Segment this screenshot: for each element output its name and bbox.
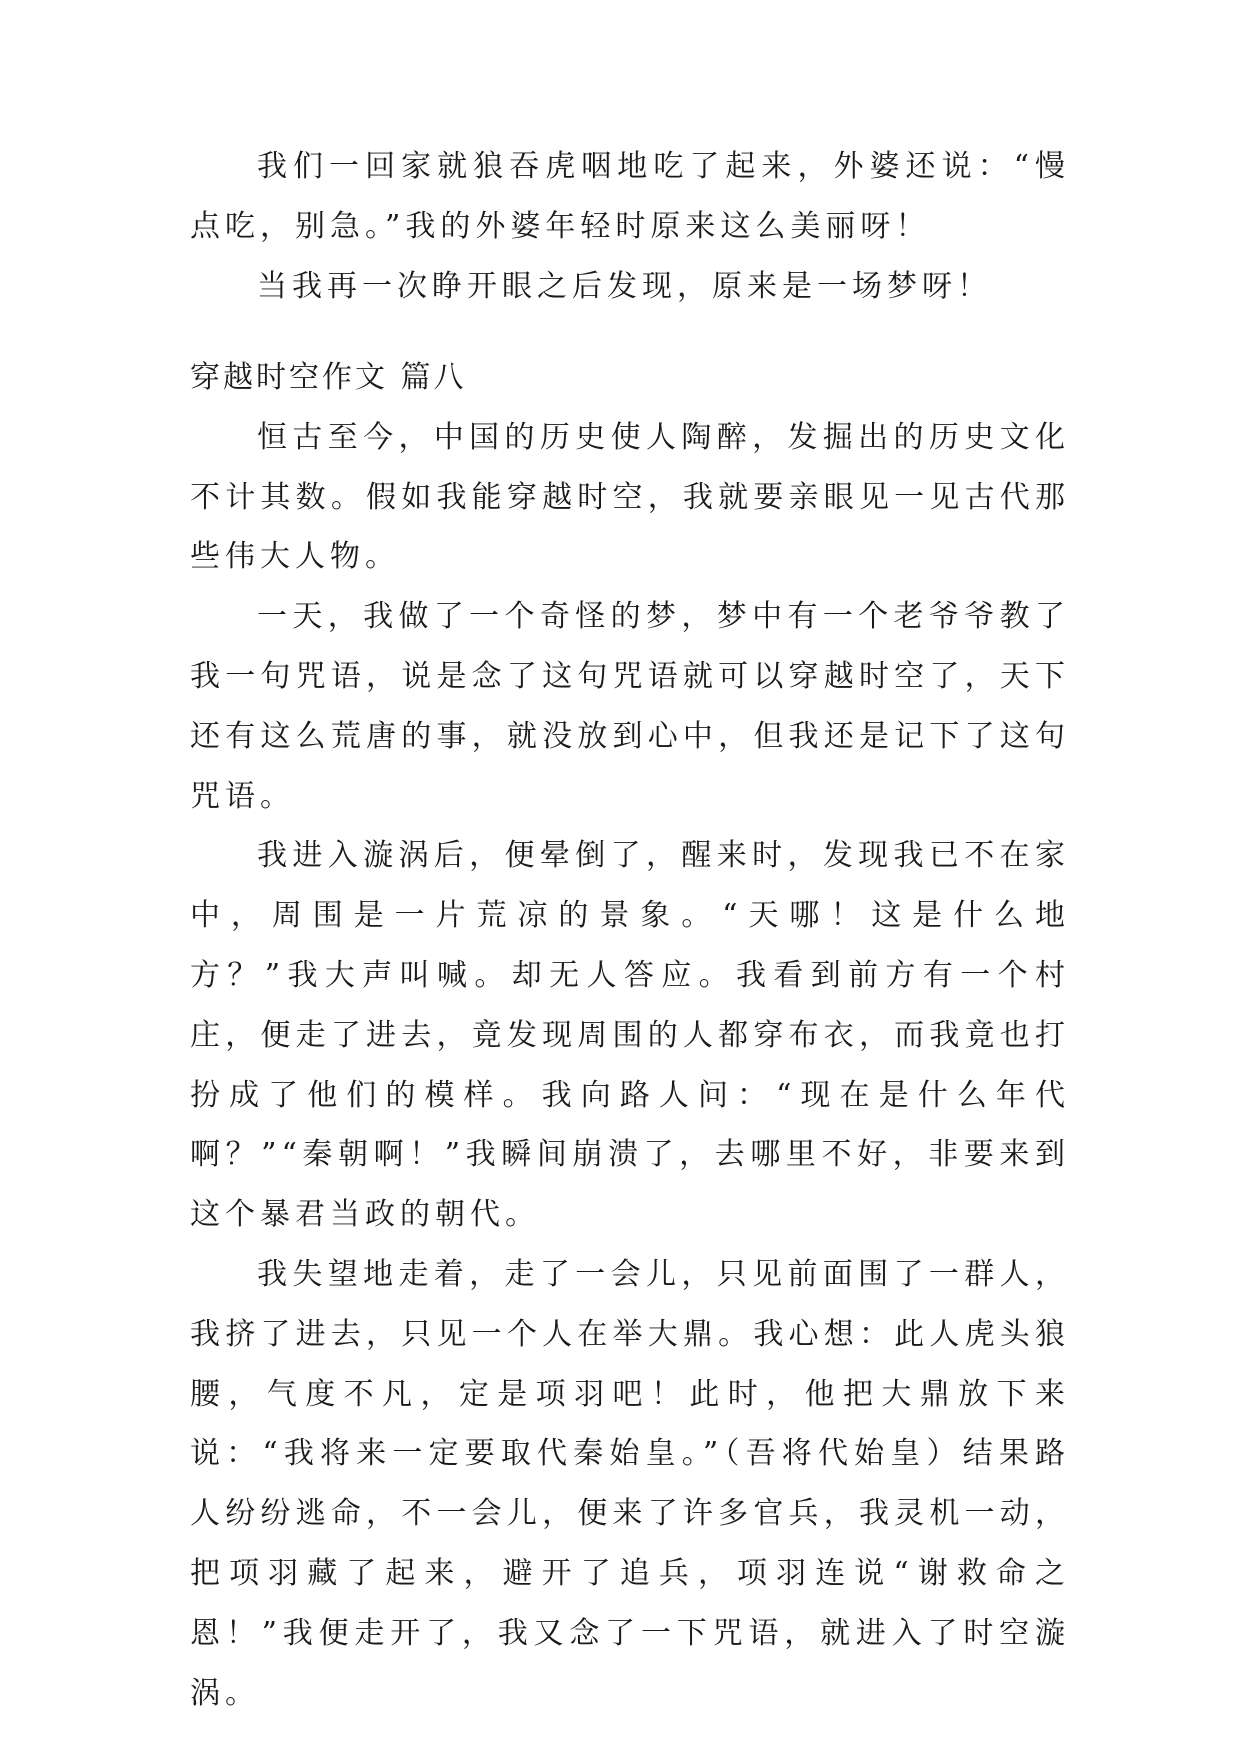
paragraph: 我失望地走着，走了一会儿，只见前面围了一群人，我挤了进去，只见一个人在举大鼎。我心想：此人虎头狼腰，气度不凡，定是项羽吧！此时，他把大鼎放下来说：“我将来一定要取代秦始皇。”（吾将代始皇）结果路人纷纷逃命，不一会儿，便来了许多官兵，我灵机一动，把项羽藏了起来，避开了追兵，项羽连说“谢救命之恩！”我便走开了，我又念了一下咒语，就进入了时空漩涡。 [190,1256,1070,1711]
previous-essay-ending [190,137,1070,316]
paragraph: 我进入漩涡后，便晕倒了，醒来时，发现我已不在家中，周围是一片荒凉的景象。“天哪！这是什么地方？”我大声叫喊。却无人答应。我看到前方有一个村庄，便走了进去，竟发现周围的人都穿布衣，而我竟也打扮成了他们的模样。我向路人问：“现在是什么年代啊？”“秦朝啊！”我瞬间崩溃了，去哪里不好，非要来到这个暴君当政的朝代。 [190,838,1070,1233]
paragraph: 恒古至今，中国的历史使人陶醉，发掘出的历史文化不计其数。假如我能穿越时空，我就要亲眼见一见古代那些伟大人物。 [190,419,1070,575]
section-heading: 穿越时空作文 篇八 [190,360,467,395]
paragraph: 我们一回家就狼吞虎咽地吃了起来，外婆还说：“慢点吃，别急。”我的外婆年轻时原来这么美丽呀！ [190,149,1070,244]
paragraph: 当我再一次睁开眼之后发现，原来是一场梦呀！ [257,268,992,304]
paragraph: 一天，我做了一个奇怪的梦，梦中有一个老爷爷教了我一句咒语，说是念了这句咒语就可以穿越时空了，天下还有这么荒唐的事，就没放到心中，但我还是记下了这句咒语。 [190,599,1070,814]
essay-section [190,348,1070,1723]
